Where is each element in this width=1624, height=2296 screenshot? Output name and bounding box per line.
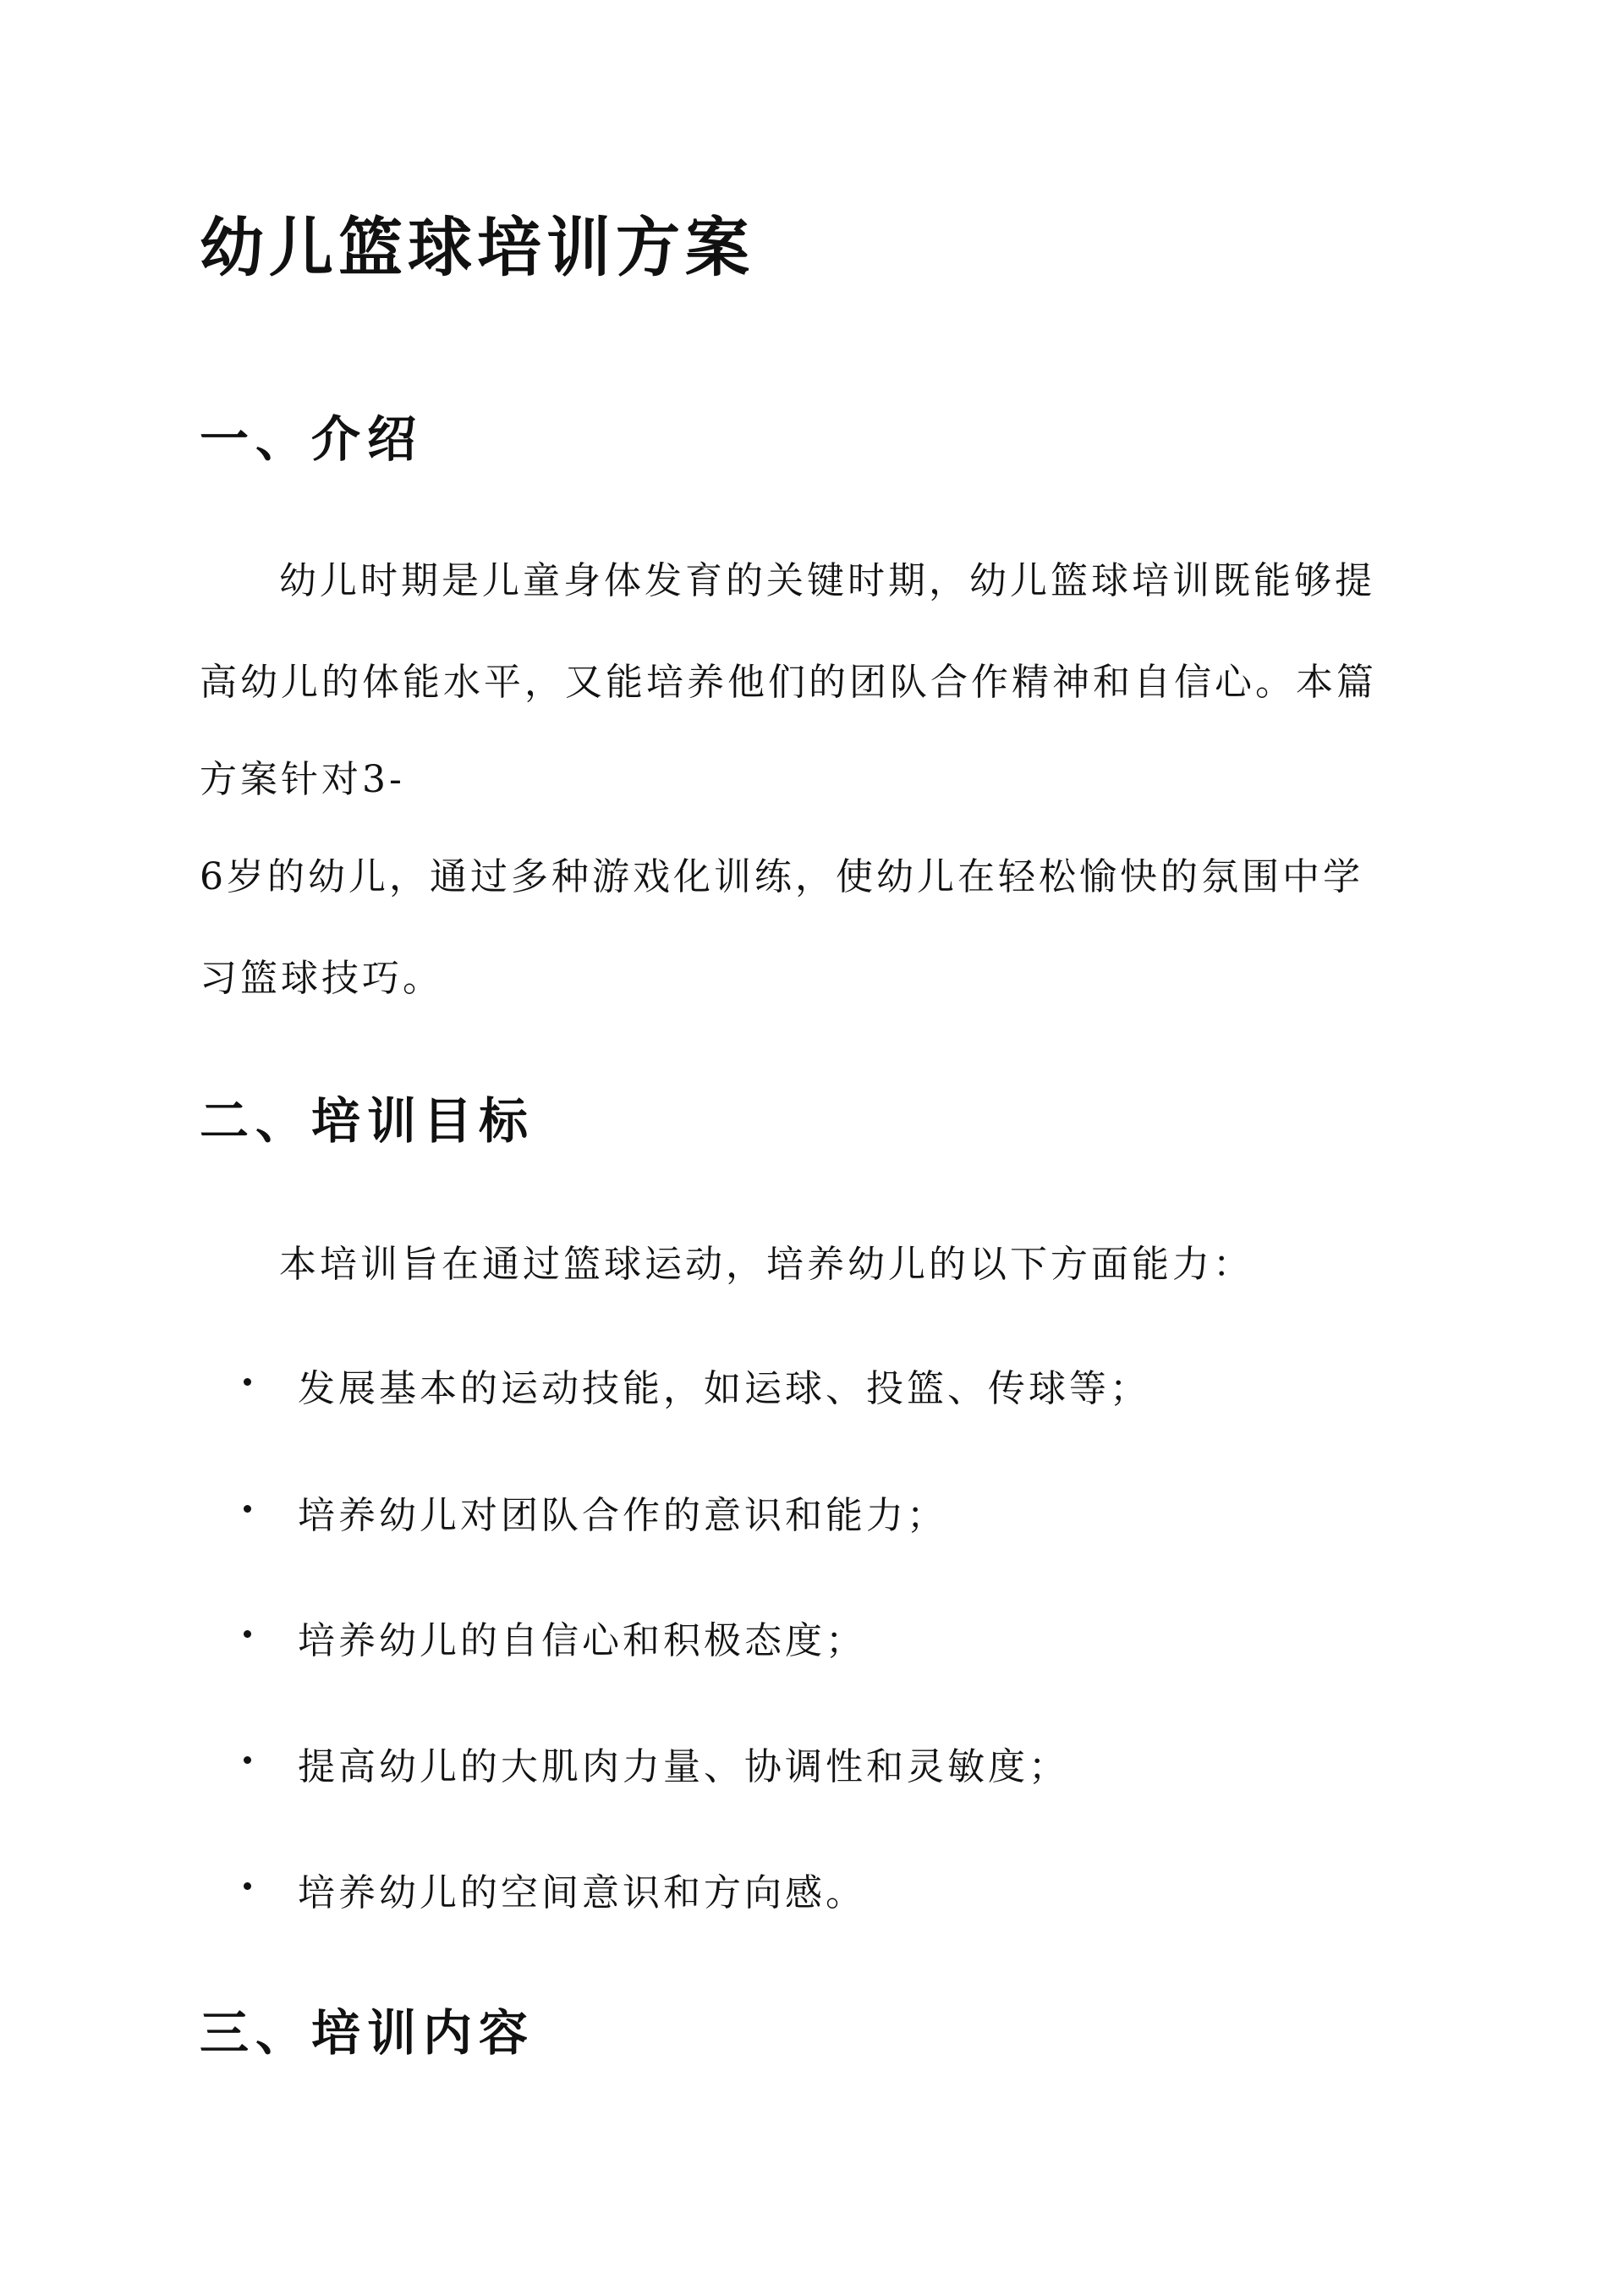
bullet-icon bbox=[244, 1630, 251, 1638]
paragraph-line: 6岁的幼儿，通过多种游戏化训练，使幼儿在轻松愉快的氛围中学 bbox=[200, 855, 1363, 898]
list-item-text: 培养幼儿对团队合作的意识和能力； bbox=[298, 1494, 947, 1537]
paragraph-line: 高幼儿的体能水平，又能培养他们的团队合作精神和自信心。本篇 bbox=[200, 661, 1377, 704]
bullet-icon bbox=[244, 1378, 251, 1386]
bullet-icon bbox=[244, 1756, 251, 1764]
list-item-text: 提高幼儿的大肌肉力量、协调性和灵敏度； bbox=[298, 1745, 1069, 1788]
section-heading-introduction: 一、介绍 bbox=[200, 410, 424, 468]
paragraph-line: 习篮球技巧。 bbox=[200, 957, 443, 1000]
document-title: 幼儿篮球培训方案 bbox=[200, 210, 754, 285]
section-intro: 本培训旨在通过篮球运动，培养幼儿的以下方面能力： bbox=[279, 1243, 1254, 1286]
list-item-text: 发展基本的运动技能，如运球、投篮、传球等； bbox=[298, 1367, 1150, 1410]
paragraph-line: 方案针对3- bbox=[200, 758, 405, 801]
bullet-icon bbox=[244, 1882, 251, 1890]
list-item-text: 培养幼儿的自信心和积极态度； bbox=[298, 1619, 866, 1662]
section-heading-training-content: 三、培训内容 bbox=[200, 2004, 535, 2062]
bullet-icon bbox=[244, 1505, 251, 1513]
list-item-text: 培养幼儿的空间意识和方向感。 bbox=[298, 1871, 866, 1914]
paragraph-line: 幼儿时期是儿童身体发育的关键时期，幼儿篮球培训既能够提 bbox=[279, 559, 1375, 602]
section-heading-training-goals: 二、培训目标 bbox=[200, 1092, 535, 1150]
